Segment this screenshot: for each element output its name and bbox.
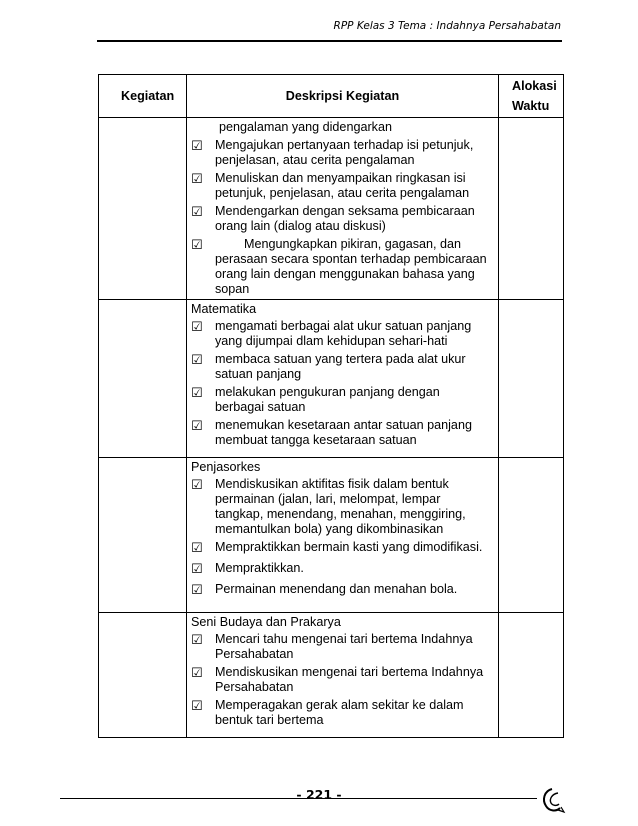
table-row [99, 118, 564, 300]
list-item: ☑ Memperagakan gerak alam sekitar ke dalam bentuk tari bertema [191, 698, 464, 727]
table-row [99, 300, 564, 458]
header-rule [97, 40, 562, 42]
running-header: RPP Kelas 3 Tema : Indahnya Persahabatan [333, 20, 561, 32]
deskripsi-cell-penjasorkes [187, 458, 499, 613]
page-number: - 221 - [296, 787, 342, 802]
checkbox-icon: ☑ [191, 540, 203, 555]
alokasi-cell [499, 613, 564, 738]
checkbox-icon: ☑ [191, 632, 203, 647]
kegiatan-cell [99, 300, 187, 458]
checkbox-icon: ☑ [191, 698, 203, 713]
kegiatan-cell [99, 458, 187, 613]
list-item: ☑ Mencari tahu mengenai tari bertema Indahnya Persahabatan [191, 632, 473, 661]
continuation-text: pengalaman yang didengarkan [219, 120, 392, 134]
list-item: ☑ Mengajukan pertanyaan terhadap isi petunjuk, penjelasan, atau cerita pengalaman [191, 138, 474, 167]
checkbox-icon: ☑ [191, 561, 203, 576]
list-item: ☑ Mendiskusikan aktifitas fisik dalam bentuk permainan (jalan, lari, melompat, lempar tangkap, menendang, menahan, menggiring, memantulkan bola) yang dikombinasikan [191, 477, 466, 536]
kegiatan-cell [99, 613, 187, 738]
deskripsi-cell-matematika [187, 300, 499, 458]
subject-title: Matematika [191, 302, 257, 316]
col-header-kegiatan: Kegiatan [99, 75, 187, 118]
list-item: ☑ melakukan pengukuran panjang dengan berbagai satuan [191, 385, 440, 414]
list-item: ☑ menemukan kesetaraan antar satuan panjang membuat tangga kesetaraan satuan [191, 418, 472, 447]
checkbox-icon: ☑ [191, 385, 203, 400]
list-item: ☑ Mempraktikkan bermain kasti yang dimodifikasi. [191, 540, 483, 555]
table-header-row [99, 75, 564, 118]
checkbox-icon: ☑ [191, 171, 203, 186]
list-item: ☑ membaca satuan yang tertera pada alat ukur satuan panjang [191, 352, 466, 381]
table-row [99, 613, 564, 738]
list-item: ☑ mengamati berbagai alat ukur satuan panjang yang dijumpai dlam kehidupan sehari-hati [191, 319, 472, 348]
footer-rule [60, 798, 537, 799]
deskripsi-cell-seni [187, 613, 499, 738]
checkbox-icon: ☑ [191, 582, 203, 597]
swirl-logo-icon [538, 786, 568, 816]
checkbox-icon: ☑ [191, 319, 203, 334]
list-item: ☑ Mempraktikkan. [191, 561, 304, 576]
col-header-alokasi [499, 75, 564, 118]
list-item: ☑ Mengungkapkan pikiran, gagasan, dan perasaan secara spontan terhadap pembicaraan orang lain dengan menggunakan bahasa yang sopan [191, 237, 487, 296]
checkbox-icon: ☑ [191, 204, 203, 219]
checkbox-icon: ☑ [191, 418, 203, 433]
subject-title: Penjasorkes [191, 460, 261, 474]
checkbox-icon: ☑ [191, 237, 203, 252]
list-item: ☑ Mendengarkan dengan seksama pembicaraan orang lain (dialog atau diskusi) [191, 204, 475, 233]
list-item: ☑ Mendiskusikan mengenai tari bertema Indahnya Persahabatan [191, 665, 484, 694]
alokasi-cell [499, 300, 564, 458]
checkbox-icon: ☑ [191, 352, 203, 367]
table-row [99, 458, 564, 613]
col-header-deskripsi: Deskripsi Kegiatan [187, 75, 499, 118]
alokasi-cell [499, 118, 564, 300]
alokasi-line1: Alokasi [512, 79, 557, 93]
list-item: ☑ Menuliskan dan menyampaikan ringkasan isi petunjuk, penjelasan, atau cerita pengalaman [191, 171, 470, 200]
checkbox-icon: ☑ [191, 665, 203, 680]
activity-table [98, 74, 564, 738]
deskripsi-cell-bahasa [187, 118, 499, 300]
checkbox-icon: ☑ [191, 477, 203, 492]
subject-title: Seni Budaya dan Prakarya [191, 615, 341, 629]
kegiatan-cell [99, 118, 187, 300]
alokasi-cell [499, 458, 564, 613]
alokasi-line2: Waktu [512, 99, 550, 113]
list-item: ☑ Permainan menendang dan menahan bola. [191, 582, 458, 597]
checkbox-icon: ☑ [191, 138, 203, 153]
